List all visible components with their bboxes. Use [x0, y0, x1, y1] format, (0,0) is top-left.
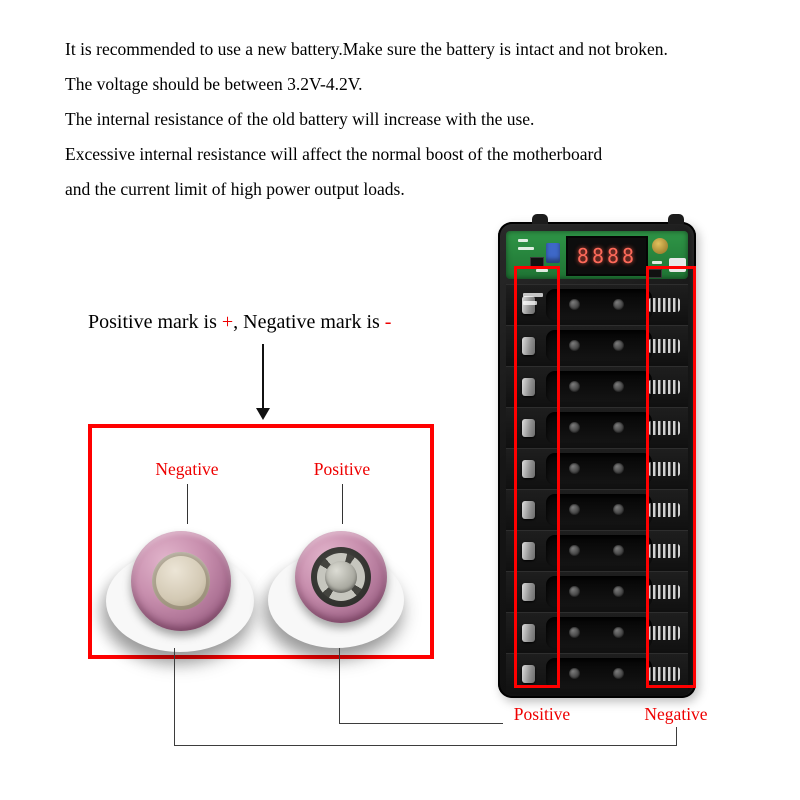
negative-battery-top — [131, 531, 231, 631]
slot-channel — [546, 330, 652, 362]
screw-hole — [569, 627, 580, 638]
screw-hole — [613, 381, 624, 392]
screw-hole — [569, 463, 580, 474]
connector-line — [174, 745, 676, 746]
silkscreen-mark — [652, 261, 662, 264]
case-clip — [668, 214, 684, 224]
minus-mark: - — [384, 311, 392, 333]
positive-terminal-button — [317, 553, 365, 601]
positive-column-highlight — [514, 266, 560, 688]
screw-hole — [613, 668, 624, 679]
screw-hole — [613, 627, 624, 638]
polarity-note-prefix: Positive mark is — [88, 311, 222, 333]
screw-hole — [613, 299, 624, 310]
positive-battery-top — [295, 531, 387, 623]
display-digits: 8888 — [576, 244, 638, 268]
case-negative-label: Negative — [644, 704, 708, 724]
negative-column-highlight — [646, 266, 696, 688]
instruction-text — [65, 32, 668, 207]
connector-line — [339, 723, 503, 724]
slot-channel — [546, 576, 652, 608]
screw-hole — [613, 463, 624, 474]
instruction-line: The internal resistance of the old battery will increase with the use. — [65, 109, 535, 129]
screw-hole — [569, 668, 580, 679]
screw-hole — [569, 422, 580, 433]
instruction-line: It is recommended to use a new battery.Make sure the battery is intact and not broken. — [65, 39, 668, 59]
screw-hole — [569, 586, 580, 597]
slot-channel — [546, 412, 652, 444]
connector-line — [339, 648, 340, 724]
slot-channel — [546, 371, 652, 403]
screw-hole — [569, 504, 580, 515]
negative-end-label: Negative — [155, 459, 219, 479]
inductor — [652, 238, 668, 254]
screw-hole — [613, 504, 624, 515]
slot-channel — [546, 658, 652, 690]
silkscreen-mark — [518, 247, 534, 250]
silkscreen-mark — [518, 239, 528, 242]
negative-pointer-line — [187, 484, 188, 524]
instruction-line: The voltage should be between 3.2V-4.2V. — [65, 74, 363, 94]
slot-channel — [546, 617, 652, 649]
led-display — [566, 236, 648, 276]
negative-terminal-flat — [152, 552, 210, 610]
plus-mark: + — [221, 311, 234, 333]
slot-channel — [546, 289, 652, 321]
slot-channel — [546, 494, 652, 526]
down-arrow-icon — [256, 344, 270, 422]
screw-hole — [569, 381, 580, 392]
instruction-line: Excessive internal resistance will affect the normal boost of the motherboard — [65, 144, 603, 164]
screw-hole — [613, 340, 624, 351]
slot-channel — [546, 453, 652, 485]
positive-pointer-line — [342, 484, 343, 524]
connector-line — [676, 727, 677, 746]
positive-terminal-gap — [311, 547, 371, 607]
case-positive-label: Positive — [513, 704, 571, 724]
battery-ends-photo-box — [88, 424, 434, 659]
slot-channel — [546, 535, 652, 567]
positive-end-label: Positive — [313, 459, 371, 479]
polarity-note — [88, 311, 391, 334]
screw-hole — [569, 299, 580, 310]
positive-terminal-cap — [325, 561, 357, 593]
screw-hole — [569, 340, 580, 351]
instruction-line: and the current limit of high power output loads. — [65, 179, 405, 199]
capacitor — [546, 243, 560, 263]
connector-line — [174, 648, 175, 746]
screw-hole — [613, 422, 624, 433]
case-clip — [532, 214, 548, 224]
screw-hole — [569, 545, 580, 556]
arrow-shaft — [262, 344, 264, 410]
screw-hole — [613, 545, 624, 556]
arrow-head — [256, 408, 270, 420]
screw-hole — [613, 586, 624, 597]
polarity-note-middle: , Negative mark is — [233, 311, 385, 333]
